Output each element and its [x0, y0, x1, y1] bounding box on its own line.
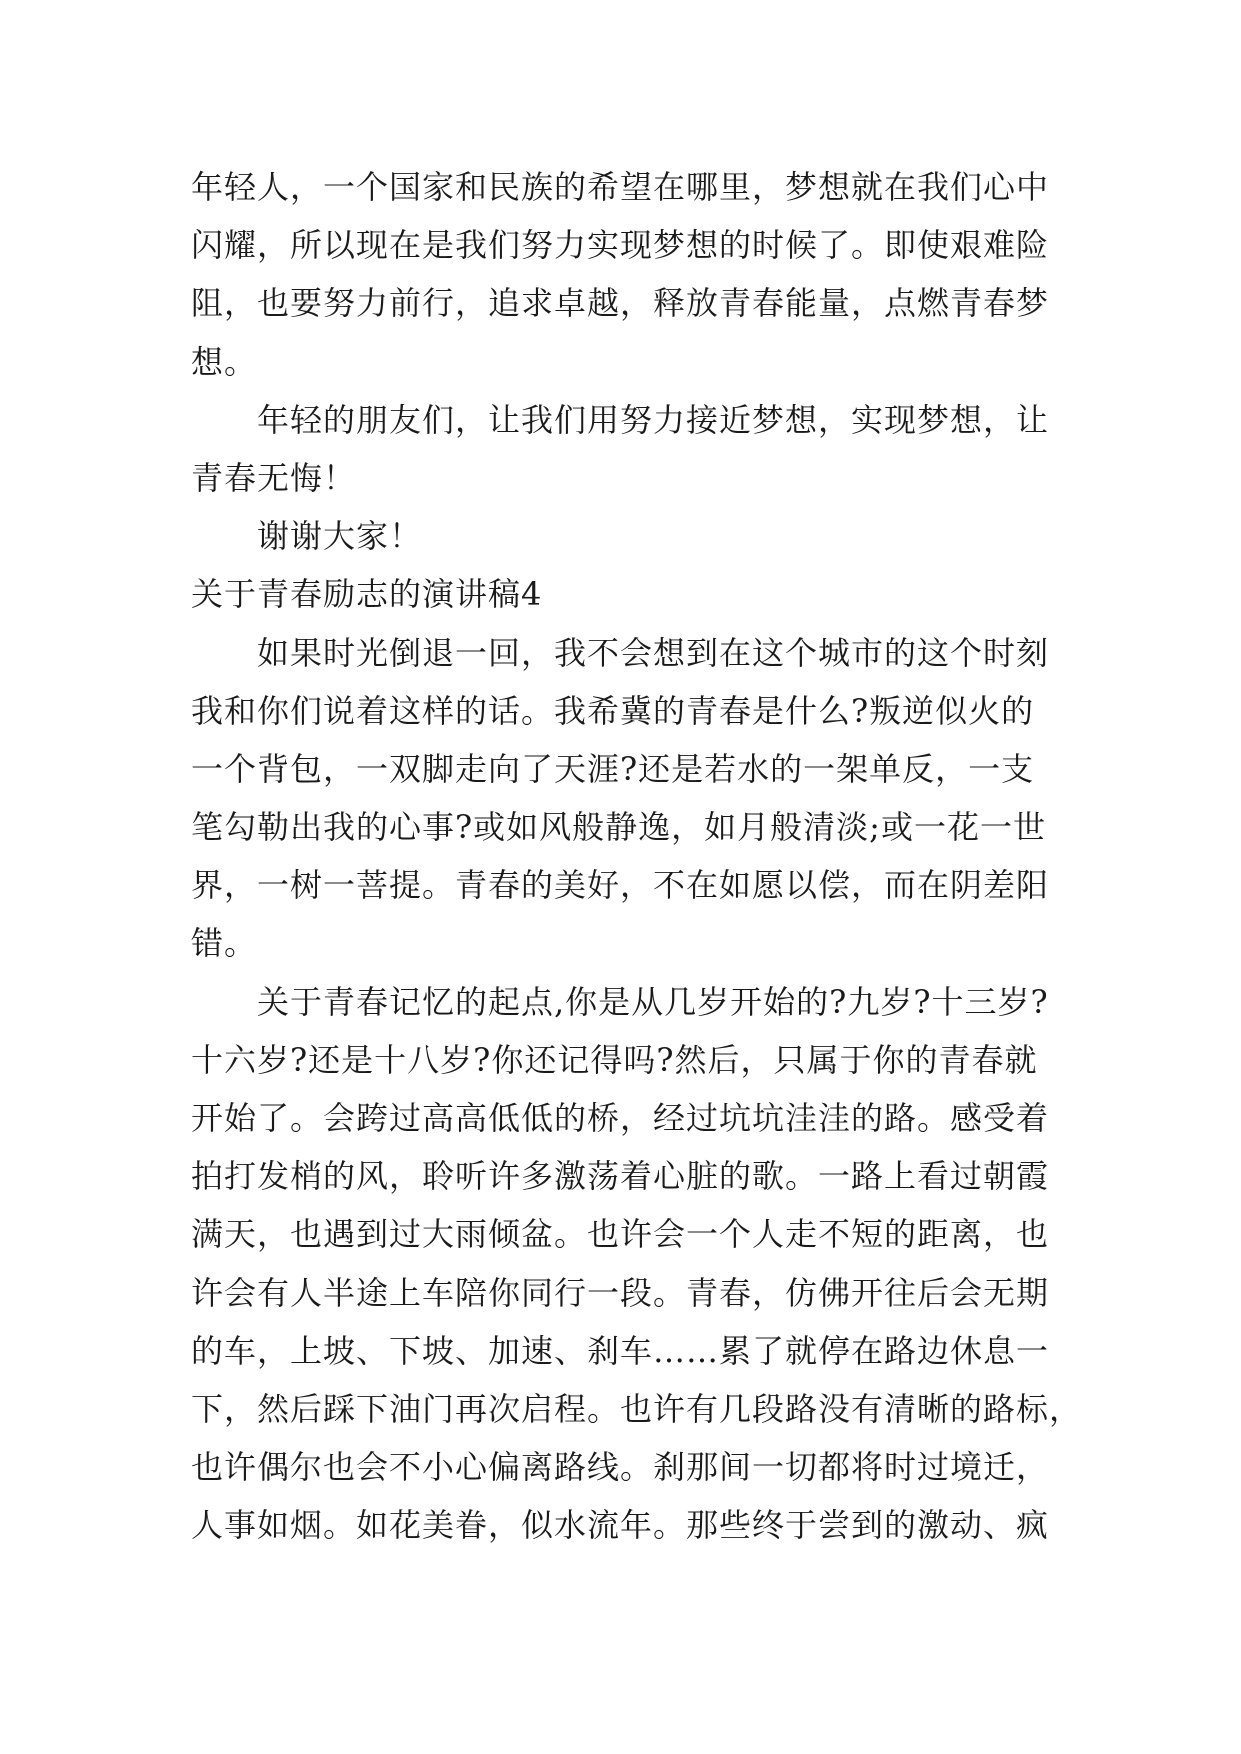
- paragraph-first-line: 年轻的朋友们，让我们用努力接近梦想，实现梦想，让: [257, 400, 1050, 439]
- text-line: 一个背包，一双脚走向了天涯?还是若水的一架单反，一支: [191, 749, 1035, 788]
- text-line: 满天，也遇到过大雨倾盆。也许会一个人走不短的距离，也: [191, 1215, 1050, 1254]
- text-line: 开始了。会跨过高高低低的桥，经过坑坑洼洼的路。感受着: [191, 1099, 1050, 1137]
- closing-line: 谢谢大家！: [257, 517, 423, 556]
- text-line: 十六岁?还是十八岁?你还记得吗?然后，只属于你的青春就: [191, 1040, 1038, 1079]
- text-line: 想。: [191, 342, 258, 381]
- text-line: 也许偶尔也会不小心偏离路线。刹那间一切都将时过境迁，: [191, 1448, 1050, 1487]
- document-body: [191, 158, 1083, 1555]
- text-line: 我和你们说着这样的话。我希冀的青春是什么?叛逆似火的: [191, 691, 1035, 730]
- text-line: 笔勾勒出我的心事?或如风般静逸，如月般清淡;或一花一世: [191, 808, 1046, 847]
- section-heading: 关于青春励志的演讲稿4: [191, 575, 543, 614]
- text-line: 闪耀，所以现在是我们努力实现梦想的时候了。即使艰难险: [191, 226, 1050, 265]
- text-line: 年轻人，一个国家和民族的希望在哪里，梦想就在我们心中: [191, 168, 1050, 206]
- paragraph-first-line: 如果时光倒退一回，我不会想到在这个城市的这个时刻: [257, 633, 1050, 672]
- text-line: 阻，也要努力前行，追求卓越，释放青春能量，点燃青春梦: [191, 284, 1050, 323]
- text-line: 界，一树一菩提。青春的美好，不在如愿以偿，而在阴差阳: [191, 866, 1050, 905]
- text-line: 拍打发梢的风，聆听许多激荡着心脏的歌。一路上看过朝霞: [191, 1157, 1050, 1196]
- text-line: 下，然后踩下油门再次启程。也许有几段路没有清晰的路标，: [191, 1389, 1083, 1428]
- text-line: 青春无悔！: [191, 458, 357, 497]
- text-line: 人事如烟。如花美眷，似水流年。那些终于尝到的激动、疯: [191, 1506, 1050, 1545]
- text-line: 的车，上坡、下坡、加速、刹车……累了就停在路边休息一: [191, 1331, 1050, 1370]
- paragraph-first-line: 关于青春记忆的起点,你是从几岁开始的?九岁?十三岁?: [257, 982, 1049, 1021]
- text-line: 许会有人半途上车陪你同行一段。青春，仿佛开往后会无期: [191, 1273, 1050, 1312]
- text-line: 错。: [191, 924, 258, 963]
